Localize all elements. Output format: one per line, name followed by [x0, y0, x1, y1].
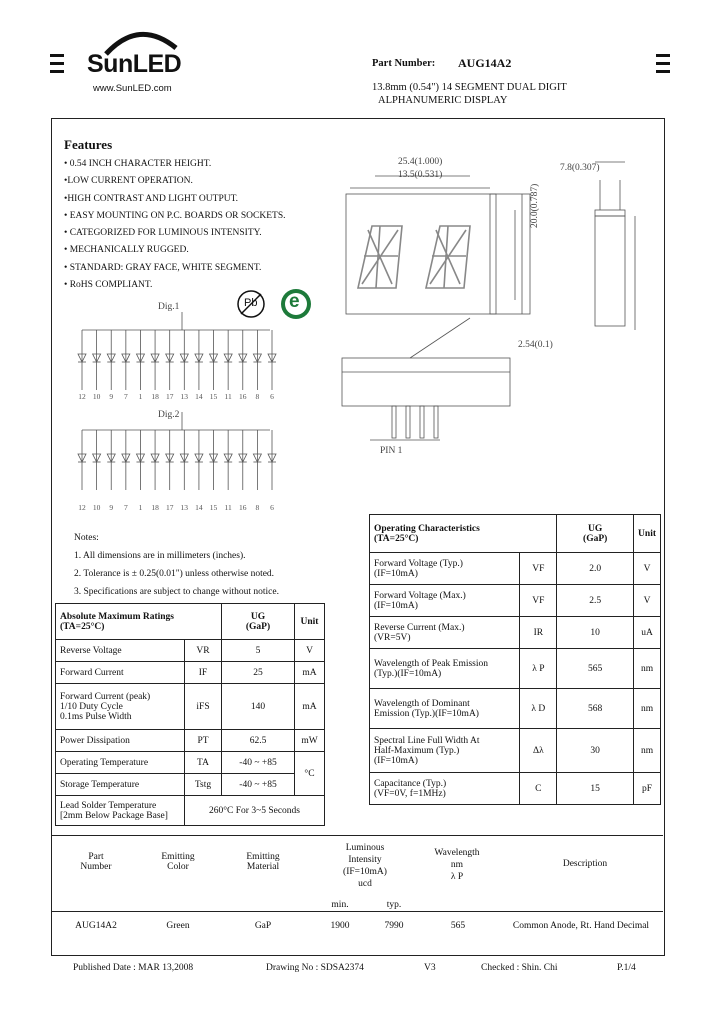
table-row: [370, 729, 661, 773]
param-cell: [56, 796, 185, 826]
pin-label: 10: [92, 392, 101, 401]
pb-label: Pb: [244, 297, 258, 309]
solder-val: 260°C For 3~5 Seconds: [185, 796, 325, 826]
param-line: (IF=10mA): [374, 755, 418, 766]
val-cell: 565: [557, 649, 634, 689]
rohs-label: e: [289, 291, 300, 312]
sym-cell: iFS: [185, 684, 222, 730]
param-cell: [370, 689, 520, 729]
param-line: Forward Voltage (Max.): [374, 590, 466, 601]
header-mark-right-2: [656, 62, 670, 65]
val-cell: 5: [222, 640, 295, 662]
sel-color: Green: [166, 921, 190, 931]
version: V3: [424, 963, 436, 973]
val-cell: 2.5: [557, 585, 634, 617]
pin-label: 1: [138, 503, 143, 512]
digit-2-outline: [426, 226, 470, 288]
dimension-drawing: [330, 150, 660, 450]
table-row: [56, 640, 325, 662]
header-mark-left-2: [50, 62, 64, 65]
val-cell: -40 ~ +85: [222, 774, 295, 796]
sym-cell: λ D: [520, 689, 557, 729]
param-cell: Power Dissipation: [56, 730, 185, 752]
pin-label: 6: [270, 392, 274, 401]
pin-label: 15: [209, 503, 218, 512]
abs-max-ug-header: [222, 604, 295, 640]
feature-item: • MECHANICALLY RUGGED.: [64, 245, 189, 256]
dim-top: 25.4(1.000): [398, 157, 443, 167]
pin-label: 16: [239, 392, 247, 401]
pin-label: 14: [195, 392, 203, 401]
param-line: Wavelength of Dominant: [374, 698, 470, 709]
unit-cell: mA: [295, 684, 325, 730]
param-line: Spectral Line Full Width At: [374, 735, 480, 746]
val-cell: 30: [557, 729, 634, 773]
pin-label: 17: [165, 392, 174, 401]
drawing-number: Drawing No : SDSA2374: [266, 963, 364, 973]
sel-part: AUG14A2: [75, 921, 117, 931]
param-line: Capacitance (Typ.): [374, 778, 447, 789]
abs-max-title: Absolute Maximum Ratings: [60, 611, 175, 622]
header-mark-right-1: [656, 54, 670, 57]
dig1-label: Dig.1: [158, 302, 180, 312]
features-title: Features: [64, 137, 113, 152]
table-row: [56, 752, 325, 774]
notes-title: Notes:: [74, 533, 99, 543]
op-ug-header: [557, 515, 634, 553]
table-row: [56, 730, 325, 752]
table-row: [56, 662, 325, 684]
param-line: 0.1ms Pulse Width: [60, 711, 132, 722]
subtitle-line1: 13.8mm (0.54") 14 SEGMENT DUAL DIGIT: [372, 82, 567, 93]
param-cell: Operating Temperature: [56, 752, 185, 774]
param-cell: [370, 649, 520, 689]
pin-label: 12: [78, 392, 86, 401]
unit-cell: uA: [634, 617, 661, 649]
unit-cell: V: [295, 640, 325, 662]
param-line: Half-Maximum (Typ.): [374, 745, 460, 756]
pin-label: 13: [180, 503, 189, 512]
sym-cell: PT: [185, 730, 222, 752]
unit-cell: mW: [295, 730, 325, 752]
feature-item: •LOW CURRENT OPERATION.: [64, 176, 193, 187]
unit-cell: nm: [634, 689, 661, 729]
note-item: 2. Tolerance is ± 0.25(0.01") unless otherwise noted.: [74, 569, 275, 579]
sel-header-material: Emitting Material: [246, 852, 280, 872]
pin-label: 10: [92, 503, 101, 512]
param-line: Wavelength of Peak Emission: [374, 658, 489, 669]
table-row: [370, 649, 661, 689]
param-line: Reverse Current (Max.): [374, 622, 465, 633]
table-row: [370, 617, 661, 649]
unit-cell: nm: [634, 649, 661, 689]
pin-row-dig1: [70, 392, 290, 404]
sym-cell: Δλ: [520, 729, 557, 773]
pin-label: 11: [224, 392, 232, 401]
sel-header-color: Emitting Color: [161, 852, 195, 872]
table-row: [370, 585, 661, 617]
param-cell: Storage Temperature: [56, 774, 185, 796]
part-number-label: Part Number:: [372, 58, 436, 69]
sym-cell: VF: [520, 553, 557, 585]
logo: [84, 22, 194, 92]
pin-label: 1: [138, 392, 143, 401]
sym-cell: IR: [520, 617, 557, 649]
operating-table: [369, 514, 661, 805]
sel-header-part: Part Number: [80, 852, 112, 872]
param-cell: [56, 684, 185, 730]
param-cell: [370, 773, 520, 805]
sym-cell: TA: [185, 752, 222, 774]
pin-label: 14: [195, 503, 203, 512]
unit-cell: mA: [295, 662, 325, 684]
table-row: [56, 684, 325, 730]
pin-label: 7: [123, 503, 128, 512]
table-row: [370, 553, 661, 585]
sym-cell: VR: [185, 640, 222, 662]
sel-header-wavelength: Wavelength nm λ P: [434, 848, 480, 882]
unit-cell: pF: [634, 773, 661, 805]
published-date: Published Date : MAR 13,2008: [73, 963, 194, 973]
sym-cell: Tstg: [185, 774, 222, 796]
dim-pitch: 2.54(0.1): [518, 340, 553, 350]
sel-wavelength: 565: [450, 921, 466, 931]
divider: [52, 835, 663, 836]
header-mark-left-3: [50, 70, 64, 73]
abs-max-unit-header: Unit: [295, 604, 325, 640]
op-ug: UG: [588, 523, 603, 534]
part-number: AUG14A2: [458, 56, 512, 70]
pin-label: 9: [109, 503, 114, 512]
website-link[interactable]: www.SunLED.com: [93, 83, 172, 94]
param-line: Forward Voltage (Typ.): [374, 558, 463, 569]
abs-max-temp: (TA=25°C): [60, 621, 105, 632]
sel-header-description: Description: [562, 859, 608, 869]
param-line: Forward Current (peak): [60, 691, 151, 702]
features-list: [64, 156, 286, 294]
param-cell: [370, 553, 520, 585]
pin-label: 12: [78, 503, 86, 512]
absolute-max-table: [55, 603, 325, 826]
unit-cell: °C: [295, 752, 325, 796]
header-mark-left-1: [50, 54, 64, 57]
pin-note: PIN 1: [380, 446, 403, 456]
dim-height: 20.0(0.787): [530, 183, 540, 228]
unit-cell: nm: [634, 729, 661, 773]
dig2-label: Dig.2: [158, 410, 180, 420]
pin-label: 8: [255, 392, 260, 401]
pin-label: 8: [255, 503, 260, 512]
table-row: [56, 774, 325, 796]
pin-label: 6: [270, 503, 274, 512]
pin-label: 18: [151, 392, 159, 401]
pin-label: 11: [224, 503, 232, 512]
sym-cell: C: [520, 773, 557, 805]
param-line: (Typ.)(IF=10mA): [374, 668, 442, 679]
digit-1-outline: [358, 226, 402, 288]
val-cell: 140: [222, 684, 295, 730]
param-line: (IF=10mA): [374, 568, 418, 579]
param-cell: [370, 585, 520, 617]
abs-max-ug: UG: [250, 611, 266, 622]
pin-label: 17: [165, 503, 174, 512]
pin-label: 9: [109, 392, 114, 401]
checked-by: Checked : Shin. Chi: [481, 963, 558, 973]
brand-name: SunLED: [87, 50, 182, 78]
header-mark-right-3: [656, 70, 670, 73]
feature-item: • EASY MOUNTING ON P.C. BOARDS OR SOCKETS.: [64, 210, 286, 221]
pin-label: 7: [123, 392, 128, 401]
unit-cell: V: [634, 553, 661, 585]
sel-min: 1900: [330, 921, 350, 931]
param-line: 1/10 Duty Cycle: [60, 701, 123, 712]
sym-cell: IF: [185, 662, 222, 684]
op-unit-header: Unit: [634, 515, 661, 553]
unit-cell: V: [634, 585, 661, 617]
val-cell: 568: [557, 689, 634, 729]
solder-line: Lead Solder Temperature: [60, 800, 157, 811]
divider: [52, 911, 663, 912]
table-row: [56, 796, 325, 826]
val-cell: 2.0: [557, 553, 634, 585]
pin-label: 13: [180, 392, 189, 401]
note-item: 3. Specifications are subject to change without notice.: [74, 587, 279, 597]
feature-item: • CATEGORIZED FOR LUMINOUS INTENSITY.: [64, 228, 262, 239]
sel-header-intensity: Luminous Intensity (IF=10mA) ucd: [343, 843, 387, 889]
feature-item: • STANDARD: GRAY FACE, WHITE SEGMENT.: [64, 262, 262, 273]
subtitle-line2: ALPHANUMERIC DISPLAY: [378, 95, 508, 106]
op-temp: (TA=25°C): [374, 533, 419, 544]
abs-max-gap: (GaP): [245, 621, 271, 632]
sel-material: GaP: [254, 921, 272, 931]
sel-description: Common Anode, Rt. Hand Decimal: [512, 921, 650, 931]
op-gap: (GaP): [583, 533, 608, 544]
table-row: [370, 773, 661, 805]
param-line: (VF=0V, f=1MHz): [374, 788, 446, 799]
sym-cell: VF: [520, 585, 557, 617]
dim-side: 7.8(0.307): [560, 163, 600, 173]
val-cell: 15: [557, 773, 634, 805]
table-row: [370, 689, 661, 729]
pin-label: 16: [239, 503, 247, 512]
feature-item: • 0.54 INCH CHARACTER HEIGHT.: [64, 159, 212, 169]
pin-row-dig2: [70, 503, 290, 515]
feature-item: •HIGH CONTRAST AND LIGHT OUTPUT.: [64, 193, 239, 204]
param-cell: Forward Current: [56, 662, 185, 684]
pin-label: 15: [209, 392, 218, 401]
param-line: (VR=5V): [374, 632, 411, 643]
solder-line: [2mm Below Package Base]: [60, 810, 168, 821]
pin-label: 18: [151, 503, 159, 512]
op-header: [370, 515, 557, 553]
param-cell: [370, 617, 520, 649]
dim-width: 13.5(0.531): [398, 170, 443, 180]
page-number: P.1/4: [617, 963, 636, 973]
note-item: 1. All dimensions are in millimeters (inches).: [74, 551, 246, 561]
sym-cell: λ P: [520, 649, 557, 689]
val-cell: 25: [222, 662, 295, 684]
param-cell: [370, 729, 520, 773]
feature-item: • RoHS COMPLIANT.: [64, 280, 153, 291]
param-line: Emission (Typ.)(IF=10mA): [374, 708, 479, 719]
abs-max-header: [56, 604, 222, 640]
val-cell: 10: [557, 617, 634, 649]
circuit-diagram: [70, 312, 290, 512]
sel-typ: 7990: [384, 921, 404, 931]
val-cell: -40 ~ +85: [222, 752, 295, 774]
param-line: (IF=10mA): [374, 600, 418, 611]
val-cell: 62.5: [222, 730, 295, 752]
param-cell: Reverse Voltage: [56, 640, 185, 662]
sel-min-label: min.: [331, 900, 349, 910]
op-title: Operating Characteristics: [374, 523, 480, 534]
sel-typ-label: typ.: [386, 900, 402, 910]
